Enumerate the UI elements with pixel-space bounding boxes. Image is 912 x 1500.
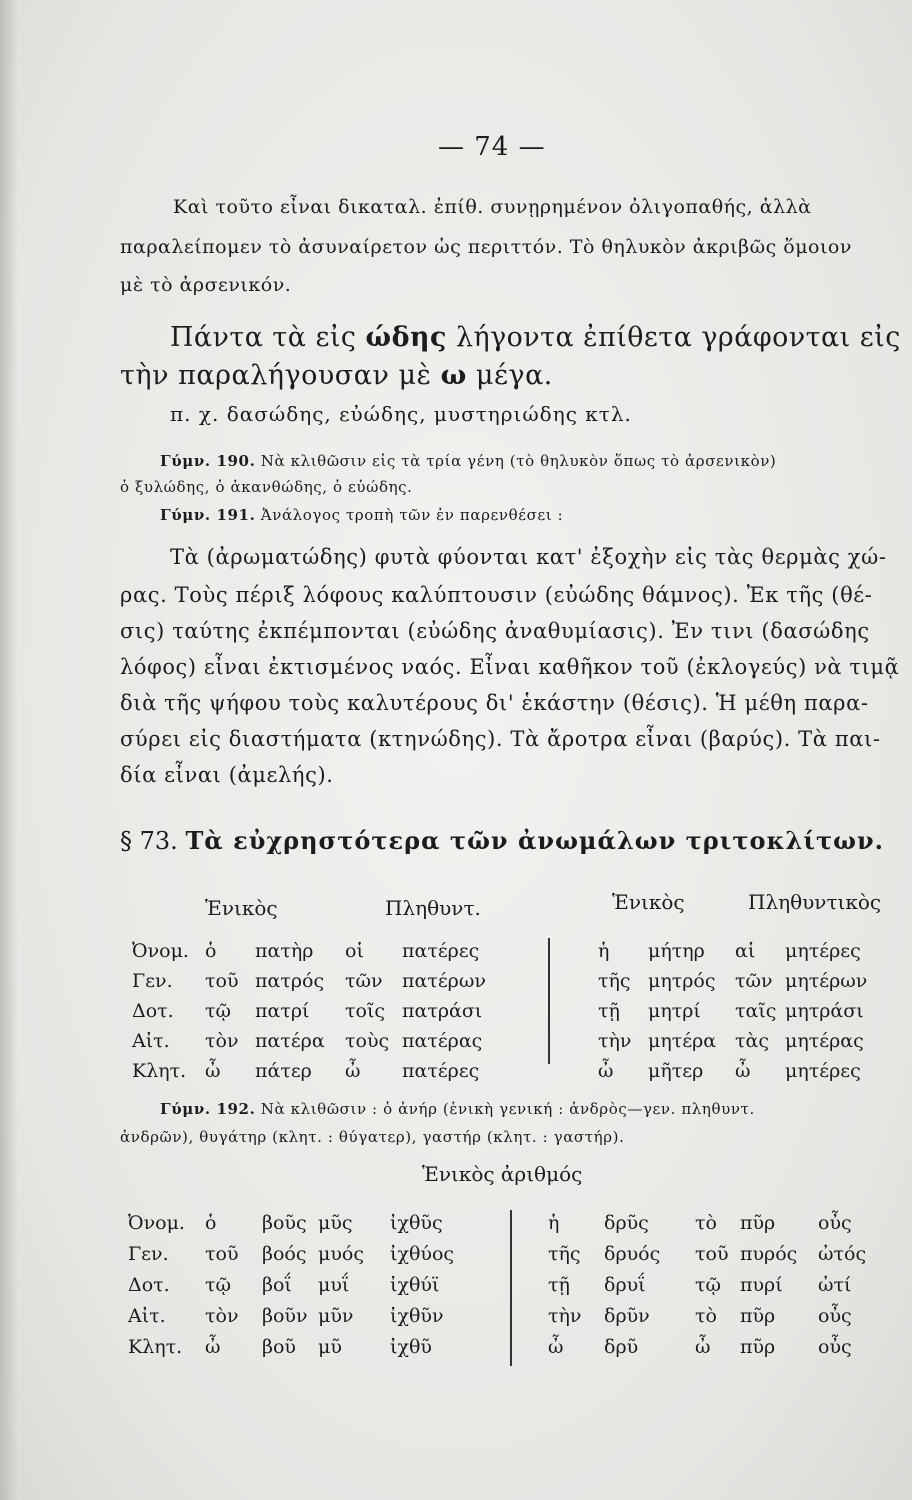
- table1-cell: μητράσι: [785, 1000, 864, 1022]
- table1-cell: πατέρες: [402, 940, 480, 962]
- table2-cell: βοῦν: [262, 1305, 308, 1327]
- table2-cell: ὦ: [548, 1336, 564, 1358]
- rule-line-1-pre: Πάντα τὰ εἰς: [170, 322, 357, 353]
- table1-cell: τῇ: [598, 1000, 620, 1022]
- table1-cell: πατὴρ: [255, 940, 314, 962]
- intro-line-2: παραλείπομεν τὸ ἀσυναίρετον ὡς περιττόν. Τὸ θηλυκὸν ἀκριβῶς ὅμοιον: [120, 236, 852, 258]
- table2-cell: δρυΐ: [604, 1274, 646, 1296]
- rule-line-1-post: λήγοντα ἐπίθετα γράφονται εἰς: [455, 322, 901, 353]
- table2-cell: βοός: [262, 1243, 307, 1265]
- rule-line-2-post: μέγα.: [475, 360, 553, 391]
- exercise-192-line-1: [160, 1100, 755, 1118]
- table1-cell: τῶν: [345, 970, 383, 992]
- table2-cell: βοῦς: [262, 1212, 307, 1234]
- table1-cell: μητρός: [648, 970, 716, 992]
- table2-cell: πῦρ: [740, 1305, 776, 1327]
- table1-cell: τῶν: [735, 970, 773, 992]
- exercise-192-label: Γύμν. 192.: [160, 1100, 256, 1118]
- table2-case-label: Γεν.: [128, 1243, 169, 1265]
- table1-cell: μῆτερ: [648, 1060, 704, 1082]
- table2-cell: ἰχθύϊ: [390, 1274, 440, 1296]
- table2-cell: μῦς: [318, 1212, 353, 1234]
- rule-line-1-bold: ώδης: [365, 322, 447, 353]
- table1-cell: αἱ: [735, 940, 756, 962]
- exercise-190-line-1: [160, 452, 776, 470]
- table1-cell: πατέρες: [402, 1060, 480, 1082]
- table1-cell: μητέρες: [785, 940, 861, 962]
- page-number: — 74 —: [438, 132, 546, 162]
- table2-cell: οὖς: [818, 1305, 852, 1327]
- page-edge-shadow: [0, 0, 18, 1500]
- table1-cell: πατέρας: [402, 1030, 483, 1052]
- table1-cell: πατράσι: [402, 1000, 483, 1022]
- table2-cell: βοΐ: [262, 1274, 292, 1296]
- table1-cell: ὦ: [205, 1060, 221, 1082]
- table2-cell: ὁ: [205, 1212, 217, 1234]
- table2-cell: τοῦ: [695, 1243, 729, 1265]
- table2-cell: δρυός: [604, 1243, 661, 1265]
- table1-case-label: Δοτ.: [132, 1000, 174, 1022]
- table1-header-sg-2: Ἑνικὸς: [612, 890, 685, 914]
- exercise-text-line-1: Τὰ (ἀρωματώδης) φυτὰ φύονται κατ' ἐξοχὴν εἰς τὰς θερμὰς χώ-: [170, 545, 887, 569]
- table1-cell: τοὺς: [345, 1030, 390, 1052]
- table2-cell: ἰχθύος: [390, 1243, 455, 1265]
- table1-cell: τοῖς: [345, 1000, 386, 1022]
- table1-cell: τὰς: [735, 1030, 769, 1052]
- table1-cell: μητρί: [648, 1000, 701, 1022]
- exercise-text-line-3: σις) ταύτης ἐκπέμπονται (εὐώδης ἀναθυμίασις). Ἐν τινι (δασώδης: [120, 619, 870, 643]
- exercise-text-line-5: διὰ τῆς ψήφου τοὺς καλυτέρους δι' ἑκάστην (θέσις). Ἡ μέθη παρα-: [120, 691, 869, 715]
- intro-line-1: Καὶ τοῦτο εἶναι δικαταλ. ἐπίθ. συνῃρημένον ὀλιγοπαθής, ἀλλὰ: [173, 196, 812, 218]
- table2-cell: τὸν: [205, 1305, 239, 1327]
- section-number: § 73.: [120, 827, 178, 855]
- table2-case-label: Κλητ.: [128, 1336, 183, 1358]
- table2-cell: μῦν: [318, 1305, 354, 1327]
- rule-line-1: [170, 322, 901, 353]
- table1-case-label: Αἰτ.: [132, 1030, 170, 1052]
- table1-cell: οἱ: [345, 940, 364, 962]
- table1-cell: πατρός: [255, 970, 325, 992]
- table1-cell: ἡ: [598, 940, 610, 962]
- table2-cell: τοῦ: [205, 1243, 239, 1265]
- table2-cell: τὸ: [695, 1305, 717, 1327]
- table1-cell: ὦ: [345, 1060, 361, 1082]
- table2-cell: δρῦ: [604, 1336, 639, 1358]
- section-heading: [120, 826, 884, 855]
- table2-cell: τῇ: [548, 1274, 570, 1296]
- table1-divider: [548, 938, 550, 1064]
- table2-divider: [510, 1210, 512, 1366]
- table2-cell: δρῦς: [604, 1212, 649, 1234]
- rule-line-2: [120, 360, 553, 391]
- table2-cell: ἰχθῦν: [390, 1305, 444, 1327]
- table2-cell: τῆς: [548, 1243, 581, 1265]
- table2-cell: βοῦ: [262, 1336, 296, 1358]
- table1-cell: ὁ: [205, 940, 217, 962]
- rule-line-2-bold: ω: [440, 360, 467, 391]
- exercise-191-heading: [160, 506, 563, 524]
- table2-cell: πῦρ: [740, 1212, 776, 1234]
- table1-cell: τὴν: [598, 1030, 632, 1052]
- table1-cell: μητέρα: [648, 1030, 717, 1052]
- exercise-190-line-2: ὁ ξυλώδης, ὁ ἀκανθώδης, ὁ εὐώδης.: [120, 478, 413, 496]
- exercise-text-line-4: λόφος) εἶναι ἐκτισμένος ναός. Εἶναι καθῆκον τοῦ (ἐκλογεύς) νὰ τιμᾷ: [120, 655, 900, 679]
- table1-cell: πατέρων: [402, 970, 486, 992]
- exercise-190-label: Γύμν. 190.: [160, 452, 256, 470]
- exercise-191-text: Ἀνάλογος τροπὴ τῶν ἐν παρενθέσει :: [260, 506, 564, 524]
- table1-cell: ταῖς: [735, 1000, 777, 1022]
- table1-cell: τὸν: [205, 1030, 239, 1052]
- table2-cell: ἰχθῦς: [390, 1212, 443, 1234]
- table2-cell: ὠτός: [818, 1243, 867, 1265]
- intro-line-3: μὲ τὸ ἀρσενικόν.: [120, 274, 292, 296]
- table2-cell: ἡ: [548, 1212, 560, 1234]
- table2-cell: ὦ: [695, 1336, 711, 1358]
- table1-cell: τῷ: [205, 1000, 232, 1022]
- rule-examples: π. χ. δασώδης, εὐώδης, μυστηριώδης κτλ.: [170, 402, 632, 426]
- table1-cell: μητέρων: [785, 970, 868, 992]
- table2-cell: τὴν: [548, 1305, 582, 1327]
- table2-cell: πυρός: [740, 1243, 798, 1265]
- table2-cell: πυρί: [740, 1274, 783, 1296]
- table2-cell: πῦρ: [740, 1336, 776, 1358]
- table2-cell: μυός: [318, 1243, 364, 1265]
- table2-cell: μυΐ: [318, 1274, 350, 1296]
- table1-cell: τῆς: [598, 970, 631, 992]
- table1-cell: μήτηρ: [648, 940, 705, 962]
- table1-case-label: Γεν.: [132, 970, 173, 992]
- exercise-text-line-2: ρας. Τοὺς πέριξ λόφους καλύπτουσιν (εὐώδης θάμνος). Ἐκ τῆς (θέ-: [120, 583, 873, 607]
- exercise-text-line-6: σύρει εἰς διαστήματα (κτηνώδης). Τὰ ἄροτρα εἶναι (βαρύς). Τὰ παι-: [120, 727, 881, 751]
- table1-header-sg-1: Ἑνικὸς: [205, 896, 278, 920]
- table2-case-label: Ὀνομ.: [128, 1212, 185, 1234]
- section-title: Τὰ εὐχρηστότερα τῶν ἀνωμάλων τριτοκλίτων.: [185, 826, 884, 855]
- table2-cell: τὸ: [695, 1212, 717, 1234]
- table2-case-label: Αἰτ.: [128, 1305, 166, 1327]
- table1-case-label: Κλητ.: [132, 1060, 187, 1082]
- table2-cell: δρῦν: [604, 1305, 650, 1327]
- table2-cell: τῷ: [205, 1274, 232, 1296]
- exercise-192-text: Νὰ κλιθῶσιν : ὁ ἀνήρ (ἑνικὴ γενική : ἀνδρὸς—γεν. πληθυντ.: [260, 1100, 755, 1118]
- table2-header: Ἑνικὸς ἀριθμός: [422, 1162, 583, 1186]
- table1-cell: τοῦ: [205, 970, 239, 992]
- exercise-192-line-2: ἀνδρῶν), θυγάτηρ (κλητ. : θύγατερ), γαστήρ (κλητ. : γαστήρ).: [120, 1128, 625, 1146]
- table2-case-label: Δοτ.: [128, 1274, 170, 1296]
- exercise-text-line-7: δία εἶναι (ἀμελής).: [120, 763, 334, 787]
- table1-header-pl-2: Πληθυντικὸς: [748, 890, 882, 914]
- table1-cell: μητέρες: [785, 1060, 861, 1082]
- table1-cell: πατέρα: [255, 1030, 325, 1052]
- table2-cell: οὖς: [818, 1212, 852, 1234]
- table2-cell: μῦ: [318, 1336, 342, 1358]
- table2-cell: ἰχθῦ: [390, 1336, 432, 1358]
- table1-cell: πάτερ: [255, 1060, 312, 1082]
- table1-cell: ὦ: [598, 1060, 614, 1082]
- table2-cell: ὠτί: [818, 1274, 852, 1296]
- rule-line-2-pre: τὴν παραλήγουσαν μὲ: [120, 360, 432, 391]
- table2-cell: ὦ: [205, 1336, 221, 1358]
- table2-cell: οὖς: [818, 1336, 852, 1358]
- exercise-191-label: Γύμν. 191.: [160, 506, 256, 524]
- table1-cell: μητέρας: [785, 1030, 864, 1052]
- table1-cell: πατρί: [255, 1000, 310, 1022]
- table1-case-label: Ὀνομ.: [132, 940, 189, 962]
- exercise-190-text: Νὰ κλιθῶσιν εἰς τὰ τρία γένη (τὸ θηλυκὸν ὅπως τὸ ἀρσενικὸν): [260, 452, 777, 470]
- table2-cell: τῷ: [695, 1274, 722, 1296]
- table1-header-pl-1: Πληθυντ.: [385, 896, 481, 920]
- table1-cell: ὦ: [735, 1060, 751, 1082]
